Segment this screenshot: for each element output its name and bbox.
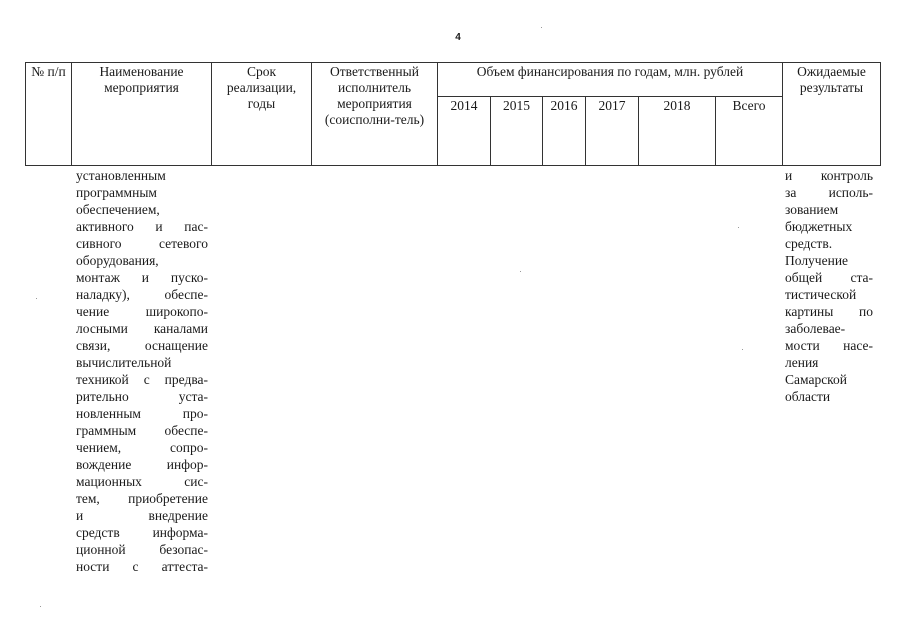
scan-speck [520,271,521,272]
text-line: и внедрение [76,508,208,523]
header-year-2014: 2014 [438,96,491,165]
text-line: новленным про- [76,406,208,421]
text-line: ционной безопас- [76,542,208,557]
text-line: средств. [785,236,833,251]
text-line: монтаж и пуско- [76,270,208,285]
text-line: тем, приобретение [76,491,208,506]
text-line: вождение инфор- [76,457,208,472]
text-line: общей ста- [785,270,873,285]
text-line: заболевае- [785,321,846,336]
header-executor: Ответственный исполнитель мероприятия (соисполни-тель) [312,63,438,166]
text-line: наладку), обеспе- [76,287,208,302]
text-line: Самарской [785,372,848,387]
text-line: ности с аттеста- [76,559,208,574]
header-year-2018: 2018 [639,96,716,165]
header-number: № п/п [26,63,72,166]
text-line: мационных сис- [76,474,208,489]
text-line: Получение [785,253,849,268]
text-line: техникой с предва- [76,372,208,387]
text-line: бюджетных [785,219,853,234]
text-line: вычислительной [76,355,172,370]
page-number: 4 [455,32,461,43]
text-line: чением, сопро- [76,440,208,455]
header-year-2015: 2015 [491,96,543,165]
text-line: ления [785,355,819,370]
text-line: активного и пас- [76,219,208,234]
text-line: рительно уста- [76,389,208,404]
text-line: за исполь- [785,185,873,200]
header-period: Срок реализации, годы [212,63,312,166]
text-line: зованием [785,202,839,217]
scan-speck [541,27,542,28]
text-line: мости насе- [785,338,873,353]
scan-speck [738,227,739,228]
text-line: связи, оснащение [76,338,208,353]
header-total: Всего [716,96,783,165]
header-funding: Объем финансирования по годам, млн. рублей [438,63,783,97]
text-line: и контроль [785,168,873,183]
header-results: Ожидаемые результаты [783,63,881,166]
text-line: программным [76,185,157,200]
activity-name-text [76,167,208,575]
scan-speck [742,349,743,350]
header-year-2016: 2016 [543,96,586,165]
text-line: граммным обеспе- [76,423,208,438]
text-line: оборудования, [76,253,159,268]
header-year-2017: 2017 [586,96,639,165]
text-line: чение широкопо- [76,304,208,319]
text-line: установленным [76,168,166,183]
text-line: сивного сетевого [76,236,208,251]
program-table-header [25,62,881,166]
text-line: картины по [785,304,873,319]
text-line: обеспечением, [76,202,160,217]
text-line: лосными каналами [76,321,208,336]
text-line: средств информа- [76,525,208,540]
text-line: области [785,389,831,404]
scan-speck [40,606,41,607]
expected-results-text [785,167,873,405]
header-name: Наименование мероприятия [72,63,212,166]
scan-speck [36,298,37,299]
text-line: тистической [785,287,857,302]
